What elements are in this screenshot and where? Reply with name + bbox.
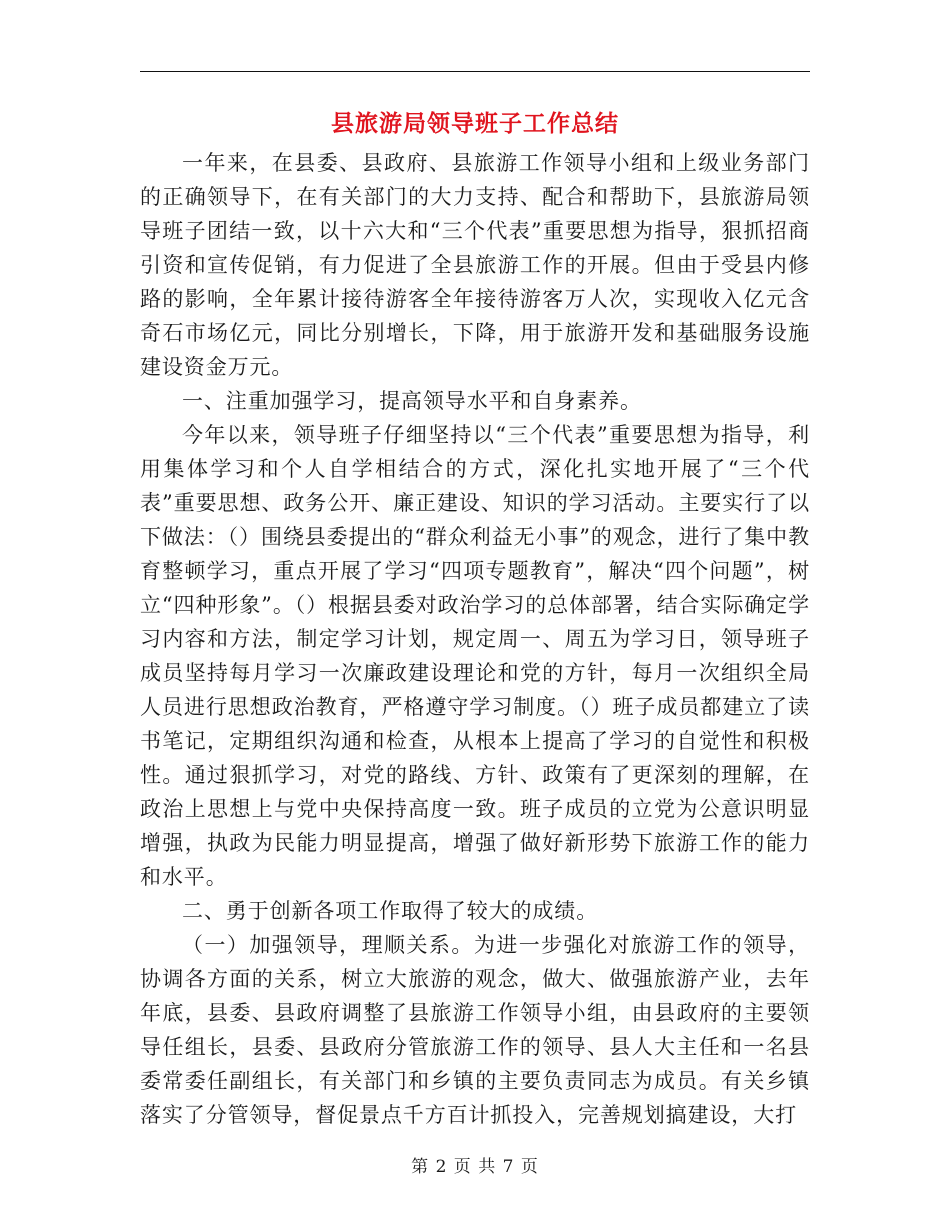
section-heading-2: 二、勇于创新各项工作取得了较大的成绩。 <box>182 899 599 923</box>
page-number: 第 2 页 共 7 页 <box>411 1157 539 1177</box>
header-rule <box>140 71 810 72</box>
section-heading-1: 一、注重加强学习，提高领导水平和自身素养。 <box>182 389 642 413</box>
paragraph-intro: 一年来，在县委、县政府、县旅游工作领导小组和上级业务部门的正确领导下，在有关部门的大力支持、配合和帮助下，县旅游局领导班子团结一致，以十六大和“三个代表”重要思想为指导，狠抓招商引资和宣传促销，有力促进了全县旅游工作的开展。但由于受县内修路的影响，全年累计接待游客全年接待游客万人次，实现收入亿元含奇石市场亿元，同比分别增长，下降，用于旅游开发和基础服务设施建设资金万元。 <box>140 151 810 379</box>
paragraph-study: 今年以来，领导班子仔细坚持以“三个代表”重要思想为指导，利用集体学习和个人自学相结合的方式，深化扎实地开展了“三个代表”重要思想、政务公开、廉正建设、知识的学习活动。主要实行了以下做法：（）围绕县委提出的“群众利益无小事”的观念，进行了集中教育整顿学习，重点开展了学习“四项专题教育”，解决“四个问题”，树立“四种形象”。（）根据县委对政治学习的总体部署，结合实际确定学习内容和方法，制定学习计划，规定周一、周五为学习日，领导班子成员坚持每月学习一次廉政建设理论和党的方针，每月一次组织全局人员进行思想政治教育，严格遵守学习制度。（）班子成员都建立了读书笔记，定期组织沟通和检查，从根本上提高了学习的自觉性和积极性。通过狠抓学习，对党的路线、方针、政策有了更深刻的理解，在政治上思想上与党中央保持高度一致。班子成员的立党为公意识明显增强，执政为民能力明显提高，增强了做好新形势下旅游工作的能力和水平。 <box>140 423 810 889</box>
paragraph-leadership: （一）加强领导，理顺关系。为进一步强化对旅游工作的领导，协调各方面的关系，树立大旅游的观念，做大、做强旅游产业，去年年底，县委、县政府调整了县旅游工作领导小组，由县政府的主要领导任组长，县委、县政府分管旅游工作的领导、县人大主任和一名县委常委任副组长，有关部门和乡镇的主要负责同志为成员。有关乡镇落实了分管领导，督促景点千方百计抓投入，完善规划搞建设，大打 <box>140 933 810 1127</box>
document-body <box>140 146 810 1132</box>
document-title: 县旅游局领导班子工作总结 <box>331 110 619 137</box>
